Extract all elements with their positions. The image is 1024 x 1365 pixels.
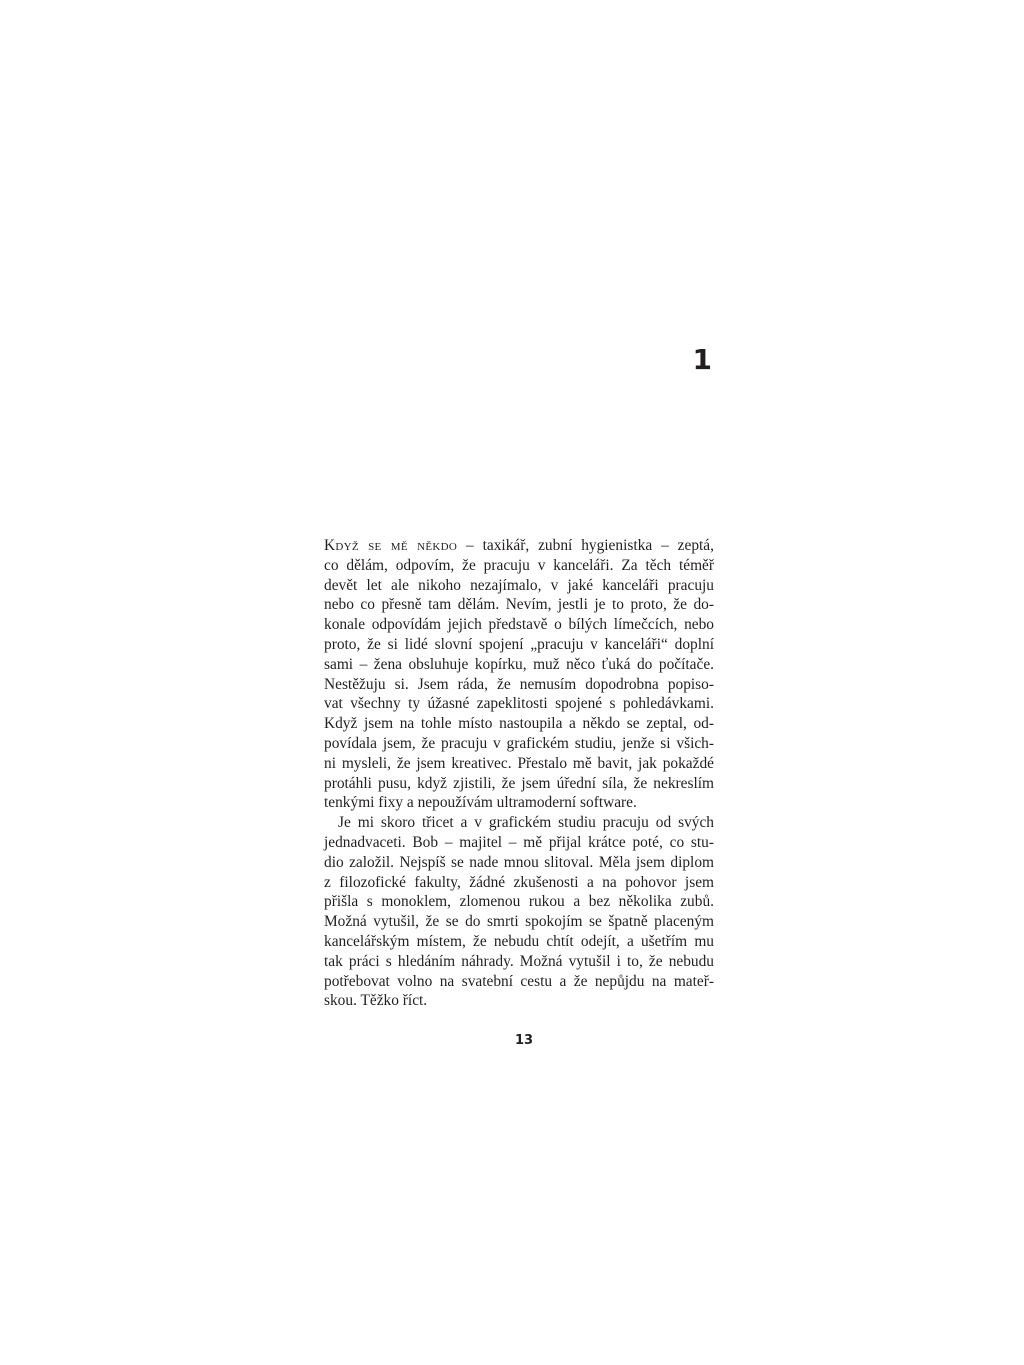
text-line: dio založil. Nejspíš se nade mnou slitoval. Měla jsem diplom (324, 853, 714, 871)
text-line: skou. Těžko říct. (324, 992, 428, 1010)
text-line: potřebovat volno na svatební cestu a že nepůjdu na mateř- (324, 972, 714, 990)
text-line: ni mysleli, že jsem kreativec. Přestalo mě bavit, jak pokaždé (324, 754, 714, 772)
text-line: protáhli pusu, když zjistili, že jsem úřední síla, že nekreslím (324, 774, 714, 792)
text-line-content: – taxikář, zubní hygienistka – zeptá, (457, 537, 714, 554)
text-line: kancelářským místem, že nebudu chtít odejít, a ušetřím mu (324, 932, 714, 950)
page-number: 13 (514, 1033, 534, 1048)
text-line: proto, že si lidé slovní spojení „pracuju v kanceláři“ doplní (324, 635, 714, 653)
text-line: co dělám, odpovím, že pracuju v kanceláři. Za těch téměř (324, 556, 714, 574)
text-line: jednadvaceti. Bob – majitel – mě přijal krátce poté, co stu- (324, 833, 714, 851)
text-line: Je mi skoro třicet a v grafickém studiu pracuju od svých (338, 814, 714, 832)
text-line: tenkými fixy a nepoužívám ultramoderní software. (324, 794, 637, 812)
text-line: sami – žena obsluhuje kopírku, muž něco ťuká do počítače. (324, 655, 714, 673)
text-line: Když jsem na tohle místo nastoupila a někdo se zeptal, od- (324, 715, 714, 733)
body-text (324, 536, 714, 1011)
text-line: přišla s monoklem, zlomenou rukou a bez několika zubů. (324, 893, 714, 911)
text-line: povídala jsem, že pracuju v grafickém studiu, jenže si všich- (324, 734, 714, 752)
text-line: Možná vytušil, že se do smrti spokojím se špatně placeným (324, 913, 714, 931)
text-line: Nestěžuju si. Jsem ráda, že nemusím dopodrobna popiso- (324, 675, 714, 693)
text-line: z filozofické fakulty, žádné zkušenosti a na pohovor jsem (324, 873, 714, 891)
text-line: devět let ale nikoho nezajímalo, v jaké kanceláři pracuju (324, 576, 714, 594)
lead-in-smallcaps: Když se mě někdo (324, 537, 458, 554)
text-line: nebo co přesně tam dělám. Nevím, jestli je to proto, že do- (324, 596, 714, 614)
text-line: tak práci s hledáním náhrady. Možná vytušil i to, že nebudu (324, 952, 714, 970)
text-line: konale odpovídám jejich představě o bílých límečcích, nebo (324, 616, 714, 634)
text-line (324, 536, 714, 556)
chapter-number: 1 (692, 343, 712, 376)
text-line: vat všechny ty úžasné zapeklitosti spojené s pohledávkami. (324, 695, 714, 713)
